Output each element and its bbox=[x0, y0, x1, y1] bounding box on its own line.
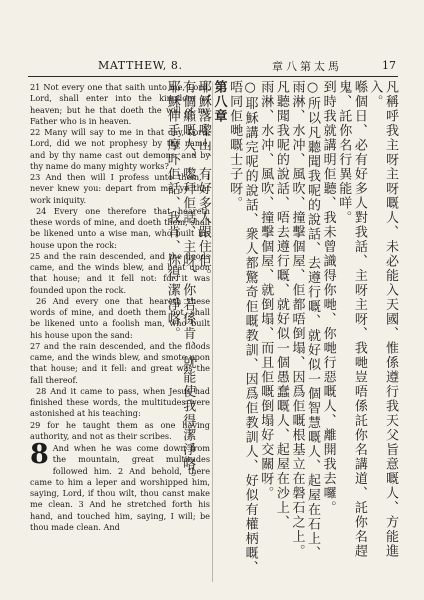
verse-24: 24 Every one therefore that heareth these words of mine, and doeth them, shall be likened unto a wise man, who built his house upon the rock: bbox=[30, 205, 210, 250]
chinese-column bbox=[164, 80, 398, 580]
verse-27: 27 and the rain descended, and the floods came, and the winds blew, and smote upon that house; and it fell: and great was the fall thereof. bbox=[30, 340, 210, 385]
chinese-line: 凡稱呼我主呀主呀嘅人、未必能入天國、惟係遵行我天父旨意嘅人、方能進入。 bbox=[367, 80, 398, 559]
chapter-8-verse-2: 2 And behold, there came to him a leper and worshipped him, saying, Lord, if thou wilt, thou canst make me clean. bbox=[30, 465, 211, 510]
page-number: 17 bbox=[382, 59, 396, 72]
verse-25: 25 and the rain descended, and the floods came, and the winds blew, and beat upon that house; and it fell not: for it was founded upon the rock. bbox=[30, 250, 210, 295]
running-header bbox=[28, 56, 398, 77]
header-book-title: MATTHEW, 8. bbox=[98, 59, 183, 72]
chinese-line: ○耶穌講完呢的說話、衆人都驚奇佢嘅教訓、因爲佢教訓人、好似有權柄嘅、 bbox=[242, 80, 258, 575]
chinese-line: 到時我就講明佢聽、我未曾識得你哋、你哋行惡嘅人、離開我去囉。 bbox=[320, 80, 336, 515]
chinese-line: 唔同佢哋嘅士子呀。 bbox=[227, 80, 243, 211]
chinese-line: 雨淋、水冲、風吹、撞擊個屋、就倒塌、而且佢嘅倒塌好交關呀。 bbox=[258, 80, 274, 501]
chinese-line: ○所以凡聽聞我呢的說話、去遵行嘅、就好似一個智慧嘅人、起屋在石上、 bbox=[305, 80, 321, 561]
verse-28: 28 And it came to pass, when Jesus had finished these words, the multitudes were astonished at his teaching: bbox=[30, 385, 210, 419]
chinese-chapter-label: 第八章 bbox=[211, 80, 227, 124]
chapter-8-verse-1: And when he was come down from the mountain, great multitudes followed him. bbox=[52, 443, 210, 476]
verse-22: 22 Many will say to me in that day, Lord, Lord, did we not prophesy by thy name, and by thy name cast out demons, and by thy name do many mighty works? bbox=[30, 127, 210, 171]
header-chapter-chinese: 章八第太馬 bbox=[272, 60, 342, 73]
chinese-line: 雨淋、水冲、風吹、撞擊個屋、佢都唔倒塌、因爲佢嘅根基立在磐石之上。 bbox=[289, 80, 305, 559]
chinese-line: 喺個日、必有好多人對我話、主呀主呀、我哋豈唔係託你名講道、託你名趕鬼、託你名行異能咩。 bbox=[336, 80, 367, 559]
verse-23: 23 And then will I profess unto them, I never knew you: depart from me, ye that work iniquity. bbox=[30, 172, 210, 205]
verse-21: 21 Not every one that saith unto me, Lord, Lord, shall enter into the kingdom of heaven; but he that doeth the will of my Father who is in heaven. bbox=[30, 82, 210, 126]
chinese-chapter-8-line: 耶穌落嚟山、有好多人跟住佢。 bbox=[195, 80, 211, 283]
chinese-chapter-8-line: 有個癩嘅人、嚟拜佢話、主呀、你若係肯、就能使我得潔淨咯。 bbox=[180, 80, 196, 486]
verse-26: 26 And every one that heareth these words of mine, and doeth them not, shall be likened unto a foolish man, who built his house upon the sand: bbox=[30, 295, 210, 340]
chapter-8-verse-3: 3 And he stretched forth his hand, and touched him, saying, I will; be thou made clean. And bbox=[30, 499, 210, 532]
chinese-chapter-8-line: 耶穌伸手摩吓佢話、我肯、你得潔淨咯。 bbox=[164, 80, 180, 341]
verse-29: 29 for he taught them as one having authority, and not as their scribes. bbox=[30, 419, 210, 441]
chapter-number-dropcap: 8 bbox=[30, 439, 49, 470]
chinese-line: 凡聽聞我呢的說話、唔去遵行嘅、就好似一個愚蠢嘅人、起屋在沙上、 bbox=[273, 80, 289, 530]
